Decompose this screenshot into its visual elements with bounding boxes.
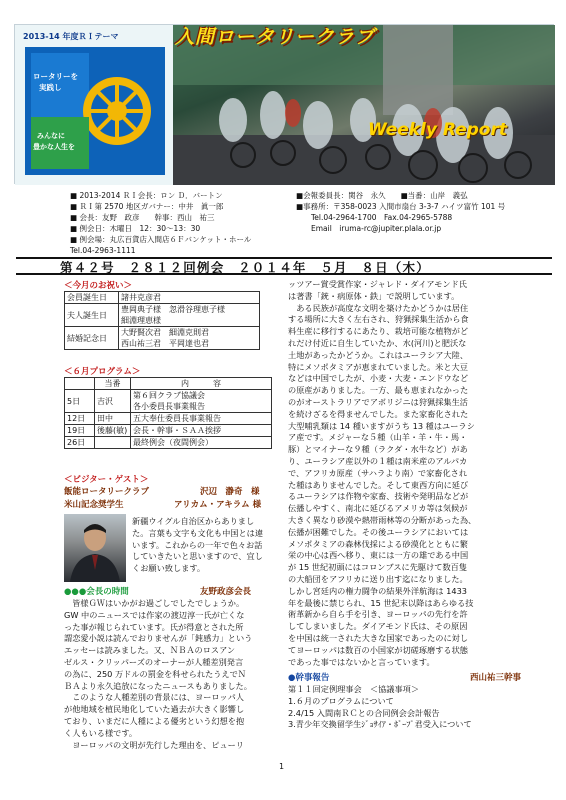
info-line: Email iruma-rc@jupiter.plala.or.jp [296, 224, 442, 233]
text-line: てヨーロッパは数百の小国家が切磋琢磨する状態 [288, 644, 468, 655]
text-line: ヨーロッパの文明が先行した理由を、ピューリ [64, 739, 244, 750]
text-line: しかし宮廷内の権力闘争の結果外洋航海は 1433 [288, 585, 468, 596]
program-content [131, 425, 272, 437]
info-line: ■ 例会日：木曜日 12：30～13：30 [70, 224, 201, 233]
content-header: 内 容 [131, 378, 272, 390]
ri-theme-panel [15, 25, 175, 185]
text-line: 3.青少年交換留学生ｼﾞｮｻｲｱ・ﾎﾞｰﾌﾟ君受入について [288, 719, 472, 730]
cycling-race-photo [173, 25, 555, 185]
text-line: などは中国でしたが、小麦・大麦・エンドウなど [288, 373, 469, 384]
text-line: してしまいました。ダイアモンド氏は、その原因 [288, 621, 468, 632]
celebration-heading: ＜今月のお祝い＞ [64, 281, 133, 291]
text-line: で、アフリカ原産（サハラより南）で家畜化され [288, 467, 468, 478]
table-row [65, 413, 272, 425]
text-line: り、ユーラシア産以外の１種は南米産のアルパカ [288, 455, 468, 466]
page-number: 1 [279, 762, 285, 771]
emblem-text-1: ロータリーを [33, 72, 78, 81]
president-speech-right [288, 279, 544, 668]
text-line: は著書「銃・病原体・鉄」で説明しています。 [288, 290, 460, 301]
secretary-report-heading: ●幹事報告 [288, 673, 330, 683]
president-speech-left [64, 598, 276, 751]
issue-headline: 第４２号 ２８１２回例会 ２０１４年 ５月 ８日（木） [60, 260, 430, 275]
guest-name-1: 沢辺 瀞奇 様 [200, 487, 260, 497]
table-row [65, 390, 272, 413]
text-line: 料生産に移行するにあたり、栽培可能な植物がど [288, 326, 469, 337]
celebration-line: 西山祐三君 平岡達也君 [121, 339, 209, 348]
text-line: 2.4/15 入間南ＲＣとの合同例会会計報告 [288, 707, 440, 718]
emblem-text-4: 豊かな人生を [33, 143, 75, 151]
text-line: ており、いまだに人種による優劣という幻想を抱 [64, 715, 245, 726]
club-officers-info [70, 190, 251, 245]
table-row [65, 425, 272, 437]
ri-theme-emblem [25, 47, 165, 175]
text-line: が他地域を植民地化していた過去が大きく影響し [64, 704, 245, 715]
table-row [65, 327, 260, 350]
info-line: ■ 2013-2014 ＲＩ会長：ロン Ｄ．バートン [70, 191, 223, 200]
program-duty: 吉沢 [95, 390, 131, 413]
celebration-value [119, 292, 260, 304]
text-line: くお願い致します。 [132, 563, 206, 574]
rotary-wheel-icon [25, 47, 165, 175]
program-date: 12日 [65, 413, 95, 425]
celebration-line: 豊岡典子様 忽滑谷理恵子様 [121, 305, 225, 314]
info-line: ■ 例会場：丸広百貨店入間店６Ｆバンケット・ホール [70, 235, 252, 244]
text-line: 1.６月のプログラムについて [288, 695, 394, 706]
text-line: 第１１回定例理事会 ＜協議事項＞ [288, 684, 420, 694]
text-line: 伝播が困難でした。その後ユーラシアにおいては [288, 526, 469, 537]
celebration-label: 結婚記念日 [65, 327, 119, 350]
text-line: ある民族が高度な文明を築けたかどうかは居住 [288, 302, 469, 313]
text-line: ゼルス・クリッパーズのオーナーが人種差別発言 [64, 656, 244, 667]
text-line: のがオーストラリアでアボリジニは狩猟採集生活 [288, 396, 468, 407]
program-date: 5日 [65, 390, 95, 413]
celebration-label: 夫人誕生日 [65, 304, 119, 327]
ri-theme-label: 2013-14 年度ＲＩテーマ [23, 32, 119, 41]
info-line: Tel.04-2964-1700 Fax.04-2965-5788 [296, 213, 453, 222]
text-line: れだけ付近に自生していたか、水(河川)と肥沃な [288, 337, 467, 348]
guest-intro [132, 516, 272, 575]
text-line: 年を最後に禁じられ、15 世紀末以降はあらゆる技 [288, 597, 474, 608]
text-line: していきたいと思いますので、宜し [132, 551, 263, 562]
guests-heading: ＜ビジター・ゲスト＞ [64, 475, 149, 485]
text-line: るユーラシアは作物や家畜、技術や発明品などが [288, 491, 469, 502]
text-line: であった事ではないかと言っています。 [288, 656, 435, 667]
celebration-line: 諸井克彦君 [121, 293, 161, 302]
program-date: 26日 [65, 437, 95, 449]
guest-photo [64, 514, 126, 582]
emblem-text-2: 実践し [39, 83, 62, 92]
celebration-line: 大野賢次君 細淵克則君 [121, 328, 209, 337]
text-line: ッツアー賞受賞作家・ジャレド・ダイアモンド氏 [288, 279, 467, 289]
text-line: が 15 世紀初頭にはコロンブスに先駆けて数百隻 [288, 562, 468, 573]
table-header-row [65, 378, 272, 390]
text-line: の為に、250 万ドルの罰金を科せられたうえでＮ [64, 668, 246, 679]
president-time-heading: ●●●会長の時間 [64, 587, 129, 597]
info-line: ■事務所：〒358-0023 入間市扇台 3-3-7 ハイツ富竹 101 号 [296, 202, 506, 211]
guest-org-2: 米山記念奨学生 [64, 500, 124, 510]
info-line: ■ 会長：友野 政彦 幹事：西山 祐三 [70, 213, 215, 222]
secretary-report [288, 684, 544, 731]
text-line: 術革新から自ら手を引き、ヨーロッパの先行を許 [288, 609, 468, 620]
date-header [65, 378, 95, 390]
program-line: 各小委員長事業報告 [133, 402, 205, 411]
program-content [131, 413, 272, 425]
text-line: ア産です。メジャーな５種（山羊・羊・牛・馬・ [288, 432, 468, 443]
duty-header: 当番 [95, 378, 131, 390]
text-line: エッセーは読みました。又、ＮＢＡのロスアン [64, 645, 236, 656]
program-content [131, 390, 272, 413]
celebration-value [119, 304, 260, 327]
text-line: く人もいる様です。 [64, 727, 138, 738]
cyclists-image [173, 25, 555, 185]
table-row [65, 304, 260, 327]
text-line: 豚）とマイナーな９種（ラクダ・水牛など）があ [288, 444, 468, 455]
venue-tel: Tel.04-2963-1111 [70, 246, 136, 255]
program-line: 最終例会（夜間例会） [133, 438, 213, 447]
celebration-line: 細淵理恵様 [121, 316, 161, 325]
text-line: 新疆ウイグル自治区からありまし [132, 516, 255, 526]
text-line: 栄の中心は西へ移り、東には一方の雄である中国 [288, 550, 469, 561]
text-line: 大きく異なり砂漠や熱帯雨林等の分断があった為、 [288, 514, 477, 525]
schedule-heading: ＜６月プログラム＞ [64, 367, 141, 377]
text-line: 皆様ＧＷはいかがお過ごしでしたでしょうか。 [64, 598, 245, 608]
celebration-value [119, 327, 260, 350]
text-line: の大船団をアフリカに送り出す迄になりました。 [288, 573, 468, 584]
weekly-report-title: Weekly Report [368, 120, 507, 140]
program-duty [95, 437, 131, 449]
text-line: を続けざるを得ませんでした。また家畜化された [288, 408, 469, 419]
text-line: 特にメソポタミアが恵まれていました。米と大豆 [288, 361, 468, 372]
text-line: 謂恋愛小説は読んでおりませんが「鈍感力」という [64, 633, 253, 644]
program-duty: 田中 [95, 413, 131, 425]
club-title: 入間ロータリークラブ [175, 26, 376, 48]
table-row [65, 292, 260, 304]
program-duty: 後藤(敏) [95, 425, 131, 437]
guest-name-2: アリカム・アキラム 様 [174, 500, 262, 510]
emblem-text-3: みんなに [37, 132, 65, 140]
program-line: 会長・幹事・ＳＡＡ挨拶 [133, 426, 221, 435]
program-table [64, 377, 272, 449]
text-line: GW 中のニュースでは作家の渡辺淳一氏が亡くな [64, 609, 245, 620]
info-line: ■会報委員長：関谷 永久 ■当番：山岸 義弘 [296, 191, 468, 200]
text-line: 大型哺乳類は 14 種いますがうち 13 種はユーラシ [288, 420, 475, 431]
text-line: する場所に大きく左右され、狩猟採集生活から食 [288, 314, 469, 325]
text-line: このような人種差別の背景には、ヨーロッパ人 [64, 692, 244, 703]
text-line: を中国は統一された大きな国家であったのに対し [288, 632, 469, 643]
president-name: 友野政彦会長 [200, 587, 252, 597]
text-line: 伝播しやすく、南北に延びるアメリカ等は気候が [288, 503, 468, 514]
text-line: の原産がありました。一方、最も恵まれなかった [288, 385, 469, 396]
guest-org-1: 飯能ロータリークラブ [64, 487, 150, 497]
text-line: った事が報じられています。氏が得意とされた所 [64, 621, 244, 632]
office-contact-info [296, 190, 505, 234]
info-line: ■ ＲＩ第 2570 地区ガバナー：中井 眞一郎 [70, 202, 224, 211]
text-line: ＢＡより永久追放になったニュースもありました。 [64, 680, 252, 691]
text-line: 土地があったかどうか。これはユーラシア大陸、 [288, 349, 469, 360]
table-row [65, 437, 272, 449]
program-date: 19日 [65, 425, 95, 437]
text-line: た種はありませんでした。そして東西方向に延び [288, 479, 469, 490]
person-icon [64, 514, 126, 582]
program-line: 五大奉仕委員長事業報告 [133, 414, 221, 423]
celebration-table [64, 291, 260, 350]
text-line: た。言葉も文字も文化も中国とは違 [132, 527, 264, 538]
program-line: 第６回クラブ協議会 [133, 391, 205, 400]
text-line: います。これからの一年で色々お話 [132, 539, 263, 550]
text-line: メソポタミアの森林伐採による砂漠化とともに繁 [288, 538, 468, 549]
program-content [131, 437, 272, 449]
secretary-name: 西山祐三幹事 [470, 673, 522, 683]
celebration-label: 会員誕生日 [65, 292, 119, 304]
